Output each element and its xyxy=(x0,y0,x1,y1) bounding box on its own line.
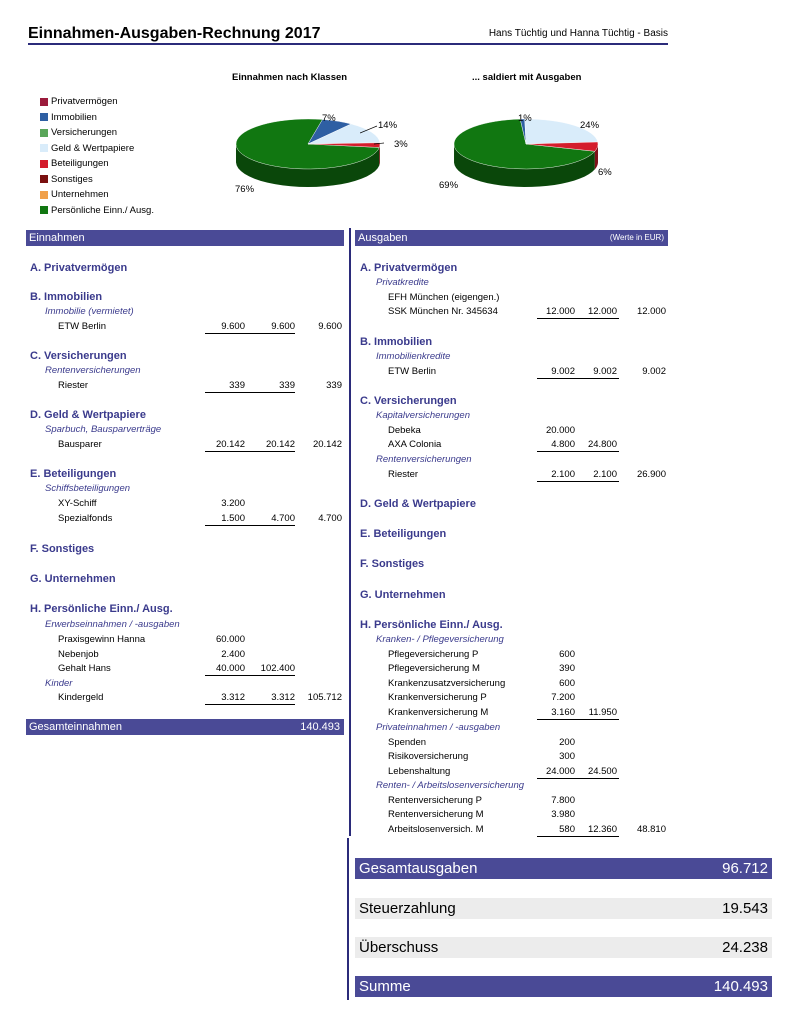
ausgaben-value: 2.100 xyxy=(551,469,575,480)
legend-item: Versicherungen xyxy=(40,125,154,141)
legend-swatch xyxy=(40,98,48,106)
ausgaben-subtotal: 12.000 xyxy=(587,306,617,317)
legend-item: Beteiligungen xyxy=(40,156,154,172)
legend-item: Privatvermögen xyxy=(40,94,154,110)
einnahmen-subtotal: 3.312 xyxy=(271,692,295,703)
ausgaben-section-g: G. Unternehmen xyxy=(360,589,446,601)
ausgaben-item: Krankenzusatzversicherung xyxy=(388,678,506,689)
legend-swatch xyxy=(40,144,48,152)
einnahmen-item: Praxisgewinn Hanna xyxy=(58,634,146,645)
underline xyxy=(537,318,619,319)
ausgaben-item: AXA Colonia xyxy=(388,439,442,450)
ausgaben-item: Pflegeversicherung M xyxy=(388,663,480,674)
summary-divider xyxy=(347,838,349,1000)
title-divider xyxy=(28,43,668,45)
ausgaben-subtotal: 2.100 xyxy=(593,469,617,480)
ausgaben-section-b: B. Immobilien xyxy=(360,336,433,348)
einnahmen-item: Bausparer xyxy=(58,439,102,450)
einnahmen-total: 339 xyxy=(326,380,342,391)
ausgaben-item: SSK München Nr. 345634 xyxy=(388,306,498,317)
ausgaben-subsection: Privatkredite xyxy=(376,277,429,288)
ausgaben-value: 7.800 xyxy=(551,795,575,806)
einnahmen-value: 2.400 xyxy=(221,649,245,660)
ausgaben-section-c: C. Versicherungen xyxy=(360,395,457,407)
steuerzahlung-label: Steuerzahlung xyxy=(359,900,456,917)
ausgaben-subtotal: 11.950 xyxy=(588,707,617,718)
underline xyxy=(205,704,295,705)
ausgaben-subsection: Kapitalversicherungen xyxy=(376,410,471,421)
einnahmen-total: 9.600 xyxy=(318,321,342,332)
einnahmen-subtotal: 4.700 xyxy=(271,513,295,524)
ausgaben-value: 390 xyxy=(559,663,575,674)
einnahmen-value: 9.600 xyxy=(221,321,245,332)
underline xyxy=(537,778,619,779)
einnahmen-total: 105.712 xyxy=(307,692,342,703)
einnahmen-item: Nebenjob xyxy=(58,649,99,660)
legend-swatch xyxy=(40,175,48,183)
column-divider xyxy=(349,228,351,836)
einnahmen-subsection: Kinder xyxy=(45,678,73,689)
gesamteinnahmen-bar xyxy=(26,719,344,735)
einnahmen-section-d: D. Geld & Wertpapiere xyxy=(30,409,146,421)
legend-item: Immobilien xyxy=(40,110,154,126)
ausgaben-value: 200 xyxy=(559,737,575,748)
currency-note: (Werte in EUR) xyxy=(609,233,664,242)
ausgaben-subsection: Rentenversicherungen xyxy=(376,454,472,465)
ausgaben-item: Debeka xyxy=(388,425,421,436)
einnahmen-item: Gehalt Hans xyxy=(58,663,111,674)
einnahmen-total: 20.142 xyxy=(312,439,342,450)
leader-line xyxy=(374,143,384,144)
legend-swatch xyxy=(40,113,48,121)
ausgaben-section-f: F. Sonstiges xyxy=(360,558,425,570)
underline xyxy=(205,525,295,526)
underline xyxy=(205,451,295,452)
ausgaben-subtotal: 9.002 xyxy=(593,366,617,377)
einnahmen-item: Spezialfonds xyxy=(58,513,113,524)
ausgaben-value: 300 xyxy=(559,751,575,762)
summe-value: 140.493 xyxy=(713,978,768,995)
chart1-title: Einnahmen nach Klassen xyxy=(232,72,348,83)
einnahmen-subsection: Rentenversicherungen xyxy=(45,365,141,376)
chart1-leaders xyxy=(360,120,385,150)
einnahmen-value: 339 xyxy=(229,380,245,391)
page-subtitle: Hans Tüchtig und Hanna Tüchtig - Basis xyxy=(488,28,668,39)
chart2-label-geld: 24% xyxy=(580,120,600,131)
legend-swatch xyxy=(40,206,48,214)
gesamteinnahmen-value: 140.493 xyxy=(300,721,340,733)
chart2-label-beteiligungen: 6% xyxy=(598,167,612,178)
ausgaben-value: 4.800 xyxy=(551,439,575,450)
ausgaben-subsection: Renten- / Arbeitslosenversicherung xyxy=(376,780,525,791)
underline xyxy=(205,333,295,334)
ausgaben-header xyxy=(355,230,668,246)
ausgaben-section-d: D. Geld & Wertpapiere xyxy=(360,498,476,510)
einnahmen-section-a: A. Privatvermögen xyxy=(30,262,128,274)
legend-item: Geld & Wertpapiere xyxy=(40,141,154,157)
ausgaben-value: 7.200 xyxy=(551,692,575,703)
ausgaben-subtotal: 24.800 xyxy=(587,439,617,450)
einnahmen-value: 3.312 xyxy=(221,692,245,703)
ausgaben-item: Spenden xyxy=(388,737,427,748)
ausgaben-value: 9.002 xyxy=(551,366,575,377)
chart1-label-beteiligungen: 3% xyxy=(394,139,408,150)
ausgaben-item: ETW Berlin xyxy=(388,366,437,377)
einnahmen-subsection: Immobilie (vermietet) xyxy=(45,306,134,317)
ausgaben-total: 48.810 xyxy=(636,824,666,835)
chart1-label-persoenlich: 76% xyxy=(235,184,255,195)
legend-item: Unternehmen xyxy=(40,187,154,203)
ausgaben-header-label: Ausgaben xyxy=(358,232,408,244)
ausgaben-item: Rentenversicherung P xyxy=(388,795,482,806)
legend-swatch xyxy=(40,191,48,199)
einnahmen-value: 1.500 xyxy=(221,513,245,524)
einnahmen-item: XY-Schiff xyxy=(58,498,97,509)
ausgaben-value: 600 xyxy=(559,649,575,660)
einnahmen-subtotal: 9.600 xyxy=(271,321,295,332)
steuerzahlung-row xyxy=(355,898,772,919)
einnahmen-section-h: H. Persönliche Einn./ Ausg. xyxy=(30,603,173,615)
ausgaben-item: Arbeitslosenversich. M xyxy=(388,824,484,835)
underline xyxy=(205,392,295,393)
ausgaben-subsection: Kranken- / Pflegeversicherung xyxy=(376,634,504,645)
einnahmen-subsection: Schiffsbeteiligungen xyxy=(45,483,131,494)
ausgaben-value: 24.000 xyxy=(545,766,575,777)
ausgaben-value: 3.160 xyxy=(551,707,575,718)
ausgaben-section-h: H. Persönliche Einn./ Ausg. xyxy=(360,619,503,631)
einnahmen-value: 3.200 xyxy=(221,498,245,509)
ausgaben-section-a: A. Privatvermögen xyxy=(360,262,458,274)
ausgaben-value: 580 xyxy=(559,824,575,835)
ausgaben-subsection: Immobilienkredite xyxy=(376,351,451,362)
ausgaben-subsection: Privateinnahmen / -ausgaben xyxy=(376,722,501,733)
legend-item: Sonstiges xyxy=(40,172,154,188)
legend-swatch xyxy=(40,160,48,168)
einnahmen-subtotal: 20.142 xyxy=(265,439,295,450)
gesamtausgaben-row xyxy=(355,858,772,879)
gesamtausgaben-label: Gesamtausgaben xyxy=(359,860,478,877)
underline xyxy=(537,481,619,482)
einnahmen-section-e: E. Beteiligungen xyxy=(30,468,117,480)
einnahmen-subsection: Erwerbseinnahmen / -ausgaben xyxy=(45,619,180,630)
einnahmen-section-b: B. Immobilien xyxy=(30,291,103,303)
ausgaben-item: Risikoversicherung xyxy=(388,751,469,762)
ausgaben-value: 12.000 xyxy=(545,306,575,317)
ueberschuss-label: Überschuss xyxy=(359,939,439,956)
summe-row xyxy=(355,976,772,997)
chart2-label-immobilien: 1% xyxy=(518,113,532,124)
einnahmen-total: 4.700 xyxy=(318,513,342,524)
ausgaben-item: Riester xyxy=(388,469,419,480)
einnahmen-value: 20.142 xyxy=(215,439,245,450)
ausgaben-item: Rentenversicherung M xyxy=(388,809,484,820)
legend-swatch xyxy=(40,129,48,137)
underline xyxy=(537,378,619,379)
chart2-label-persoenlich: 69% xyxy=(439,180,459,191)
chart2-title: ... saldiert mit Ausgaben xyxy=(472,72,582,83)
summe-label: Summe xyxy=(359,978,411,995)
ausgaben-item: Lebenshaltung xyxy=(388,766,451,777)
underline xyxy=(205,675,295,676)
legend-item: Persönliche Einn./ Ausg. xyxy=(40,203,154,219)
einnahmen-subsection: Sparbuch, Bausparverträge xyxy=(45,424,162,435)
ausgaben-subtotal: 12.360 xyxy=(587,824,617,835)
einnahmen-subtotal: 339 xyxy=(279,380,295,391)
einnahmen-section-f: F. Sonstiges xyxy=(30,543,95,555)
ausgaben-item: EFH München (eigengen.) xyxy=(388,292,500,303)
einnahmen-section-g: G. Unternehmen xyxy=(30,573,116,585)
ueberschuss-value: 24.238 xyxy=(722,939,768,956)
ueberschuss-row xyxy=(355,937,772,958)
underline xyxy=(537,451,619,452)
underline xyxy=(537,719,619,720)
ausgaben-item: Krankenversicherung M xyxy=(388,707,489,718)
ausgaben-total: 26.900 xyxy=(636,469,666,480)
einnahmen-item: Kindergeld xyxy=(58,692,104,703)
ausgaben-total: 9.002 xyxy=(642,366,666,377)
gesamtausgaben-value: 96.712 xyxy=(722,860,768,877)
chart1-label-geld: 14% xyxy=(378,120,398,131)
underline xyxy=(537,836,619,837)
ausgaben-total: 12.000 xyxy=(636,306,666,317)
ausgaben-item: Pflegeversicherung P xyxy=(388,649,479,660)
einnahmen-value: 60.000 xyxy=(215,634,245,645)
einnahmen-subtotal: 102.400 xyxy=(260,663,295,674)
chart1-label-immobilien: 7% xyxy=(322,113,336,124)
einnahmen-item: ETW Berlin xyxy=(58,321,107,332)
ausgaben-value: 3.980 xyxy=(551,809,575,820)
ausgaben-value: 600 xyxy=(559,678,575,689)
einnahmen-header: Einnahmen xyxy=(26,230,344,246)
einnahmen-section-c: C. Versicherungen xyxy=(30,350,127,362)
chart-legend xyxy=(40,94,154,218)
leader-line xyxy=(360,126,377,133)
steuerzahlung-value: 19.543 xyxy=(722,900,768,917)
ausgaben-section-e: E. Beteiligungen xyxy=(360,528,447,540)
einnahmen-item: Riester xyxy=(58,380,89,391)
gesamteinnahmen-label: Gesamteinnahmen xyxy=(29,721,122,733)
ausgaben-item: Krankenversicherung P xyxy=(388,692,487,703)
ausgaben-subtotal: 24.500 xyxy=(587,766,617,777)
ausgaben-value: 20.000 xyxy=(545,425,575,436)
page-title: Einnahmen-Ausgaben-Rechnung 2017 xyxy=(28,25,321,42)
einnahmen-value: 40.000 xyxy=(215,663,245,674)
